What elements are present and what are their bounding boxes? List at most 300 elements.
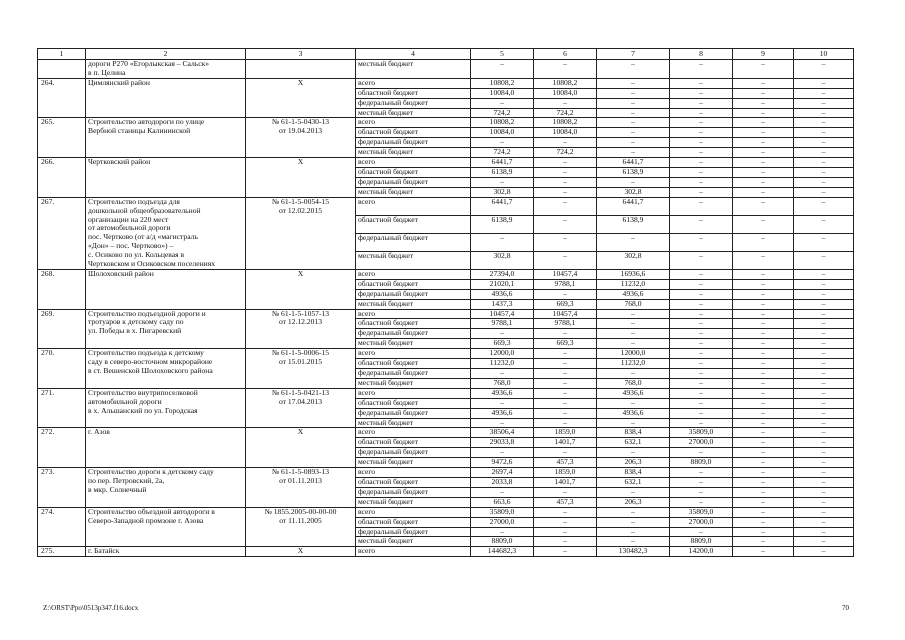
amount-cell: 10457,4 [471,309,534,319]
amount-cell: – [733,88,794,98]
amount-cell: – [471,448,534,458]
amount-cell: – [534,487,597,497]
amount-cell: 16936,6 [597,269,670,279]
amount-cell: – [733,378,794,388]
amount-cell: – [597,148,670,158]
amount-cell: 12000,0 [471,349,534,359]
amount-cell: 8809,0 [670,458,733,468]
object-name-line: Чертковский район [88,157,151,167]
document-reference-line: Х [297,546,304,556]
object-name [86,507,246,547]
amount-cell: – [733,369,794,379]
amount-cell: – [794,398,854,408]
amount-cell: – [733,398,794,408]
amount-cell: 35809,0 [670,428,733,438]
amount-cell: – [733,428,794,438]
document-reference-line: от 17.04.2013 [278,396,323,406]
amount-cell: – [534,369,597,379]
amount-cell: – [670,215,733,233]
funding-source: местный бюджет [356,537,471,547]
amount-cell: 6138,9 [597,167,670,177]
amount-cell: – [794,177,854,187]
funding-source: всего [356,468,471,478]
amount-cell: – [733,537,794,547]
table-row [38,118,854,128]
row-number: 267. [38,197,86,269]
amount-cell: – [794,269,854,279]
amount-cell: 14200,0 [670,547,733,557]
funding-source: местный бюджет [356,339,471,349]
amount-cell: – [471,418,534,428]
amount-cell: – [597,118,670,128]
amount-cell: 2697,4 [471,468,534,478]
document-reference [246,197,356,269]
amount-cell: – [534,187,597,197]
amount-cell: – [733,309,794,319]
footer-page-number: 70 [842,604,849,612]
column-number: 9 [733,49,794,60]
amount-cell: – [534,177,597,187]
amount-cell: – [733,487,794,497]
amount-cell: 6138,9 [471,167,534,177]
funding-source: местный бюджет [356,148,471,158]
amount-cell: – [794,167,854,177]
amount-cell: 1859,0 [534,468,597,478]
funding-source: федеральный бюджет [356,369,471,379]
object-name [86,349,246,389]
document-reference [246,309,356,349]
amount-cell: – [794,319,854,329]
amount-cell: – [733,477,794,487]
column-number: 3 [246,49,356,60]
amount-cell: – [733,279,794,289]
amount-cell: – [670,369,733,379]
amount-cell: – [471,369,534,379]
amount-cell: 27000,0 [471,517,534,527]
object-name-line: Строительство автодороги по улице [88,117,205,127]
footer-filename: Z:\ORST\Ppo\0513p347.f16.docx [43,604,139,612]
amount-cell: – [534,197,597,215]
funding-source: всего [356,309,471,319]
amount-cell: – [794,507,854,517]
amount-cell: – [471,98,534,108]
amount-cell: 10084,0 [534,88,597,98]
amount-cell: – [670,359,733,369]
amount-cell: – [597,108,670,118]
table-row [38,388,854,398]
amount-cell: 10084,0 [534,128,597,138]
amount-cell: – [670,177,733,187]
amount-cell: – [794,279,854,289]
amount-cell: – [597,98,670,108]
amount-cell: 8809,0 [670,537,733,547]
amount-cell: 8809,0 [471,537,534,547]
amount-cell: – [733,98,794,108]
table-row [38,158,854,168]
row-number: 265. [38,118,86,158]
amount-cell: – [534,359,597,369]
amount-cell: – [794,158,854,168]
amount-cell: 6441,7 [597,158,670,168]
amount-cell: – [670,487,733,497]
amount-cell: – [670,233,733,251]
funding-source: местный бюджет [356,497,471,507]
amount-cell: – [670,319,733,329]
amount-cell: – [733,448,794,458]
funding-source: федеральный бюджет [356,138,471,148]
amount-cell: 206,3 [597,497,670,507]
object-name-line: ул. Победы в х. Пигаревский [88,326,182,336]
row-number: 269. [38,309,86,349]
amount-cell: – [670,187,733,197]
document-reference-line: Х [297,269,304,278]
amount-cell: 6441,7 [471,158,534,168]
amount-cell: 6441,7 [471,197,534,215]
amount-cell: – [597,177,670,187]
amount-cell: 768,0 [471,378,534,388]
amount-cell: – [670,339,733,349]
document-reference-line: № 61-1-5-0430-13 [271,117,330,127]
amount-cell: – [670,148,733,158]
amount-cell: 632,1 [597,438,670,448]
amount-cell: – [733,108,794,118]
amount-cell: 302,8 [471,251,534,269]
amount-cell: 663,6 [471,497,534,507]
amount-cell: – [471,398,534,408]
amount-cell: 6138,9 [471,215,534,233]
amount-cell: – [794,108,854,118]
document-reference [246,507,356,547]
funding-source: всего [356,547,471,557]
document-reference-line: № 61-1-5-0421-13 [271,388,330,397]
amount-cell: – [794,299,854,309]
column-number: 5 [471,49,534,60]
amount-cell: – [733,517,794,527]
amount-cell: – [597,329,670,339]
budget-table [37,48,854,557]
amount-cell: 1859,0 [534,428,597,438]
funding-source: областной бюджет [356,477,471,487]
table-row [38,349,854,359]
amount-cell: – [794,309,854,319]
amount-cell: – [670,138,733,148]
amount-cell: – [597,418,670,428]
document-reference [246,428,356,468]
amount-cell: – [733,251,794,269]
amount-cell: 29033,8 [471,438,534,448]
document-reference [246,60,356,79]
amount-cell: – [534,60,597,79]
amount-cell: – [733,329,794,339]
amount-cell: – [733,458,794,468]
object-name-line: «Дон» – пос. Чертково») – [88,241,174,251]
amount-cell: 457,3 [534,458,597,468]
funding-source: всего [356,269,471,279]
amount-cell: – [471,487,534,497]
amount-cell: 12000,0 [597,349,670,359]
document-reference-line: № 61-1-5-0893-13 [271,467,330,477]
amount-cell: – [597,398,670,408]
amount-cell: – [670,497,733,507]
amount-cell: 2033,8 [471,477,534,487]
object-name-line: Строительство подъезда к детскому [88,348,204,358]
document-reference [246,269,356,309]
amount-cell: 724,2 [534,148,597,158]
amount-cell: – [670,98,733,108]
amount-cell: – [794,118,854,128]
table-row [38,428,854,438]
document-reference-line: от 12.02.2015 [278,205,323,215]
amount-cell: 10808,2 [534,78,597,88]
amount-cell: – [733,497,794,507]
budget-table-sheet [37,48,853,557]
amount-cell: – [534,233,597,251]
amount-cell: – [670,78,733,88]
amount-cell: 1401,7 [534,438,597,448]
amount-cell: – [794,487,854,497]
amount-cell: – [733,418,794,428]
amount-cell: – [794,537,854,547]
amount-cell: 27000,0 [670,438,733,448]
amount-cell: – [794,329,854,339]
amount-cell: – [794,339,854,349]
object-name [86,269,246,309]
document-reference-line: от 11.11.2005 [279,515,322,525]
amount-cell: 838,4 [597,428,670,438]
amount-cell: – [597,128,670,138]
amount-cell: – [534,398,597,408]
row-number: 264. [38,78,86,118]
row-number: 273. [38,468,86,508]
amount-cell: 669,3 [534,339,597,349]
amount-cell: – [794,517,854,527]
funding-source: всего [356,158,471,168]
amount-cell: – [670,88,733,98]
amount-cell: – [670,448,733,458]
object-name [86,468,246,508]
amount-cell: 206,3 [597,458,670,468]
amount-cell: – [794,359,854,369]
funding-source: областной бюджет [356,398,471,408]
amount-cell: – [733,187,794,197]
amount-cell: – [597,88,670,98]
amount-cell: – [534,507,597,517]
document-reference [246,78,356,118]
amount-cell: 9788,1 [534,279,597,289]
funding-source: областной бюджет [356,88,471,98]
amount-cell: – [534,98,597,108]
amount-cell: – [670,158,733,168]
amount-cell: – [534,537,597,547]
amount-cell: – [534,158,597,168]
object-name [86,60,246,79]
funding-source: местный бюджет [356,251,471,269]
amount-cell: – [597,369,670,379]
object-name [86,158,246,198]
row-number: 272. [38,428,86,468]
amount-cell: 724,2 [534,108,597,118]
row-number: 268. [38,269,86,309]
amount-cell: – [733,233,794,251]
object-name-line: Шолоховский район [88,269,154,278]
funding-source: всего [356,197,471,215]
funding-source: федеральный бюджет [356,527,471,537]
amount-cell: – [670,108,733,118]
amount-cell: 6441,7 [597,197,670,215]
funding-source: федеральный бюджет [356,177,471,187]
funding-source: всего [356,349,471,359]
amount-cell: – [794,128,854,138]
funding-source: всего [356,78,471,88]
amount-cell: 4936,6 [471,388,534,398]
funding-source: федеральный бюджет [356,98,471,108]
document-reference-line: № 61-1-5-1057-13 [271,309,330,318]
document-reference [246,158,356,198]
table-row [38,309,854,319]
amount-cell: – [733,167,794,177]
amount-cell: – [670,349,733,359]
amount-cell: – [670,128,733,138]
amount-cell: – [733,138,794,148]
amount-cell: – [670,398,733,408]
amount-cell: – [597,60,670,79]
amount-cell: 4936,6 [597,388,670,398]
document-reference [246,547,356,557]
amount-cell: – [471,177,534,187]
amount-cell: – [471,233,534,251]
amount-cell: 838,4 [597,468,670,478]
row-number: 275. [38,547,86,557]
amount-cell: – [670,468,733,478]
amount-cell: – [597,309,670,319]
amount-cell: – [534,408,597,418]
table-row [38,468,854,478]
document-reference-line: от 01.11.2013 [279,475,322,485]
amount-cell: 768,0 [597,378,670,388]
amount-cell: 1401,7 [534,477,597,487]
object-name [86,118,246,158]
table-row [38,547,854,557]
amount-cell: – [733,468,794,478]
object-name-line: в ст. Вешенской Шолоховского района [88,366,213,375]
amount-cell: 1437,3 [471,299,534,309]
amount-cell: 38506,4 [471,428,534,438]
amount-cell: – [794,138,854,148]
amount-cell: – [534,329,597,339]
amount-cell: – [534,167,597,177]
amount-cell: – [670,289,733,299]
object-name-line: в мкр. Солнечный [88,484,147,494]
amount-cell: – [794,148,854,158]
amount-cell: 10457,4 [534,309,597,319]
amount-cell: – [534,448,597,458]
object-name-line: г. Батайск [88,546,120,556]
amount-cell: – [794,78,854,88]
object-name-line: Строительство подъездной дороги и [88,309,206,318]
object-name-line: тротуаров к детскому саду по [88,317,184,327]
amount-cell: – [733,78,794,88]
document-reference [246,349,356,389]
amount-cell: – [794,60,854,79]
amount-cell: – [794,418,854,428]
amount-cell: – [733,359,794,369]
object-name-line: дошкольной общеобразовательной [88,205,201,215]
amount-cell: – [794,98,854,108]
amount-cell: 130482,3 [597,547,670,557]
amount-cell: – [471,138,534,148]
amount-cell: – [597,527,670,537]
column-number: 8 [670,49,733,60]
funding-source: областной бюджет [356,215,471,233]
amount-cell: – [597,507,670,517]
amount-cell: – [733,408,794,418]
amount-cell: – [471,527,534,537]
column-number-header-row [38,49,854,60]
amount-cell: – [534,349,597,359]
amount-cell: – [670,477,733,487]
amount-cell: – [670,269,733,279]
funding-source: федеральный бюджет [356,329,471,339]
amount-cell: – [670,378,733,388]
object-name-line: Строительство подъезда для [88,197,180,206]
amount-cell: – [733,438,794,448]
amount-cell: 9788,1 [471,319,534,329]
object-name-line: пос. Чертково (от а/д «магистраль [88,232,198,242]
amount-cell: 11232,0 [597,279,670,289]
amount-cell: 21020,1 [471,279,534,289]
amount-cell: – [794,388,854,398]
table-row [38,60,854,79]
object-name-line: организации на 220 мест [88,214,169,224]
amount-cell: – [794,497,854,507]
amount-cell: 4936,6 [471,289,534,299]
amount-cell: – [670,60,733,79]
document-reference-line: Х [297,78,304,87]
table-row [38,507,854,517]
amount-cell: 9472,6 [471,458,534,468]
funding-source: местный бюджет [356,378,471,388]
amount-cell: – [670,251,733,269]
amount-cell: – [534,388,597,398]
funding-source: всего [356,118,471,128]
amount-cell: – [534,215,597,233]
column-number: 7 [597,49,670,60]
amount-cell: – [733,388,794,398]
amount-cell: – [597,319,670,329]
amount-cell: – [597,339,670,349]
object-name-line: Строительство объездной автодороги в [88,507,215,516]
table-row [38,197,854,215]
amount-cell: 11232,0 [471,359,534,369]
amount-cell: – [733,128,794,138]
amount-cell: – [534,517,597,527]
funding-source: местный бюджет [356,108,471,118]
document-reference-line: № 61-1-5-0006-15 [271,348,330,358]
document-reference-line: № 1855.2005-00-00-00 [264,507,337,516]
amount-cell: 9788,1 [534,319,597,329]
funding-source: областной бюджет [356,167,471,177]
funding-source: всего [356,507,471,517]
funding-source: местный бюджет [356,187,471,197]
amount-cell: – [733,118,794,128]
object-name-line: дороги Р270 «Егорлыкская – Сальск» [88,59,210,68]
object-name-line: от автомобильной дороги [88,223,171,233]
document-reference-line: от 12.12.2013 [278,317,323,327]
amount-cell: 35809,0 [471,507,534,517]
amount-cell: – [534,251,597,269]
document-reference-line: от 19.04.2013 [278,126,323,136]
amount-cell: – [597,448,670,458]
